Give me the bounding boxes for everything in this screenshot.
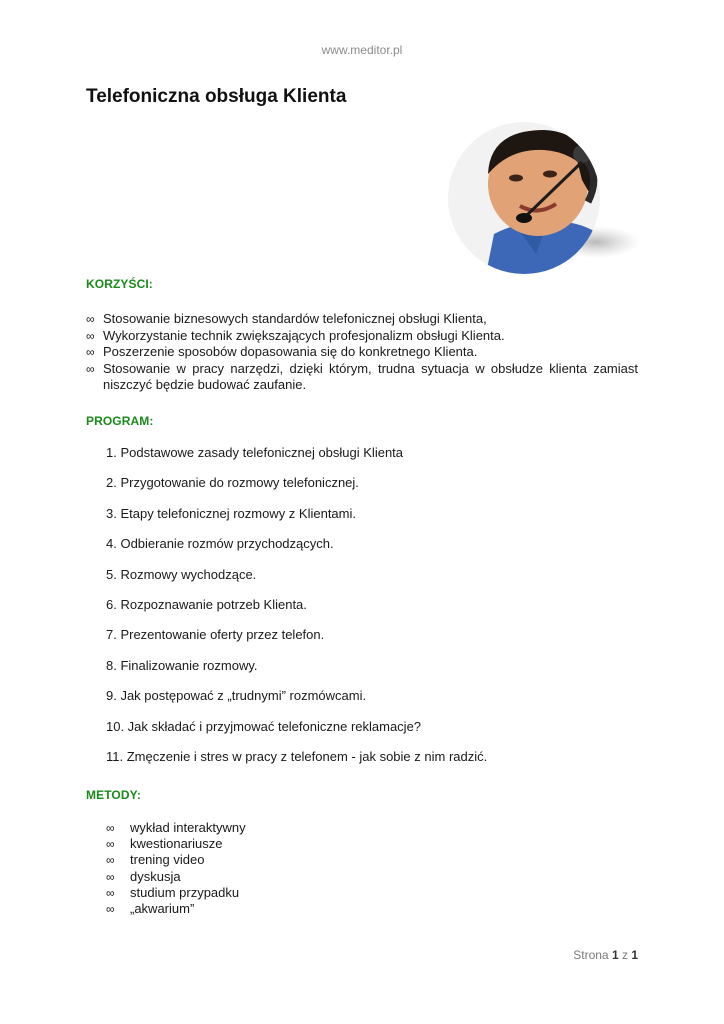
list-item: 11. Zmęczenie i stres w pracy z telefonem - jak sobie z nim radzić.: [106, 748, 488, 764]
infinity-bullet-icon: ∞: [106, 902, 115, 917]
list-item: ∞ „akwarium”: [106, 901, 195, 917]
infinity-bullet-icon: ∞: [106, 821, 115, 835]
list-item: 1. Podstawowe zasady telefonicznej obsługi Klienta: [106, 445, 404, 460]
list-item: ∞ Poszerzenie sposobów dopasowania się do konkretnego Klienta.: [86, 344, 478, 359]
infinity-bullet-icon: ∞: [86, 361, 95, 376]
infinity-bullet-icon: ∞: [106, 837, 115, 852]
list-item: 8. Finalizowanie rozmowy.: [106, 657, 258, 673]
list-item: 4. Odbieranie rozmów przychodzących.: [106, 536, 334, 552]
infinity-bullet-icon: ∞: [106, 853, 115, 868]
methods-list: [106, 820, 246, 917]
benefits-list: [86, 311, 638, 394]
list-item: 3. Etapy telefonicznej rozmowy z Klientami.: [106, 505, 356, 521]
page-separator: z: [621, 948, 628, 962]
infinity-bullet-icon: ∞: [86, 312, 95, 326]
list-item: ∞ studium przypadku: [106, 884, 240, 900]
call-center-agent-photo: [446, 122, 642, 274]
list-item: 6. Rozpoznawanie potrzeb Klienta.: [106, 596, 307, 612]
list-item: ∞ kwestionariusze: [106, 836, 223, 852]
header-url: www.meditor.pl: [321, 43, 403, 57]
page-title: Telefoniczna obsługa Klienta: [86, 86, 347, 107]
list-item: 7. Prezentowanie oferty przez telefon.: [106, 627, 325, 643]
program-list: [106, 445, 487, 779]
list-item: 5. Rozmowy wychodzące.: [106, 566, 257, 582]
list-item: 10. Jak składać i przyjmować telefoniczne reklamacje?: [106, 718, 422, 734]
methods-heading: METODY:: [86, 788, 141, 802]
list-item: 9. Jak postępować z „trudnymi” rozmówcami.: [106, 688, 367, 704]
list-item: ∞ wykład interaktywny: [106, 820, 246, 835]
list-item: 2. Przygotowanie do rozmowy telefonicznej.: [106, 475, 359, 491]
infinity-bullet-icon: ∞: [106, 869, 115, 884]
infinity-bullet-icon: ∞: [106, 885, 115, 900]
current-page: 1: [611, 948, 619, 962]
total-pages: 1: [631, 948, 638, 962]
benefits-heading: KORZYŚCI:: [86, 277, 153, 291]
page-number-footer: [573, 948, 638, 962]
page-label: Strona: [573, 948, 609, 962]
infinity-bullet-icon: ∞: [86, 328, 95, 343]
list-item: ∞ Stosowanie biznesowych standardów telefonicznej obsługi Klienta,: [86, 311, 487, 326]
program-heading: PROGRAM:: [86, 414, 154, 428]
list-item: ∞ Wykorzystanie technik zwiększających profesjonalizm obsługi Klienta.: [86, 327, 505, 343]
list-item: ∞ dyskusja: [106, 868, 181, 884]
infinity-bullet-icon: ∞: [86, 345, 95, 359]
list-item: ∞ Stosowanie w pracy narzędzi, dzięki którym, trudna sytuacja w obsłudze klienta zamiast niszczyć będzie budować zaufanie.: [86, 360, 638, 392]
list-item: ∞ trening video: [106, 852, 205, 868]
